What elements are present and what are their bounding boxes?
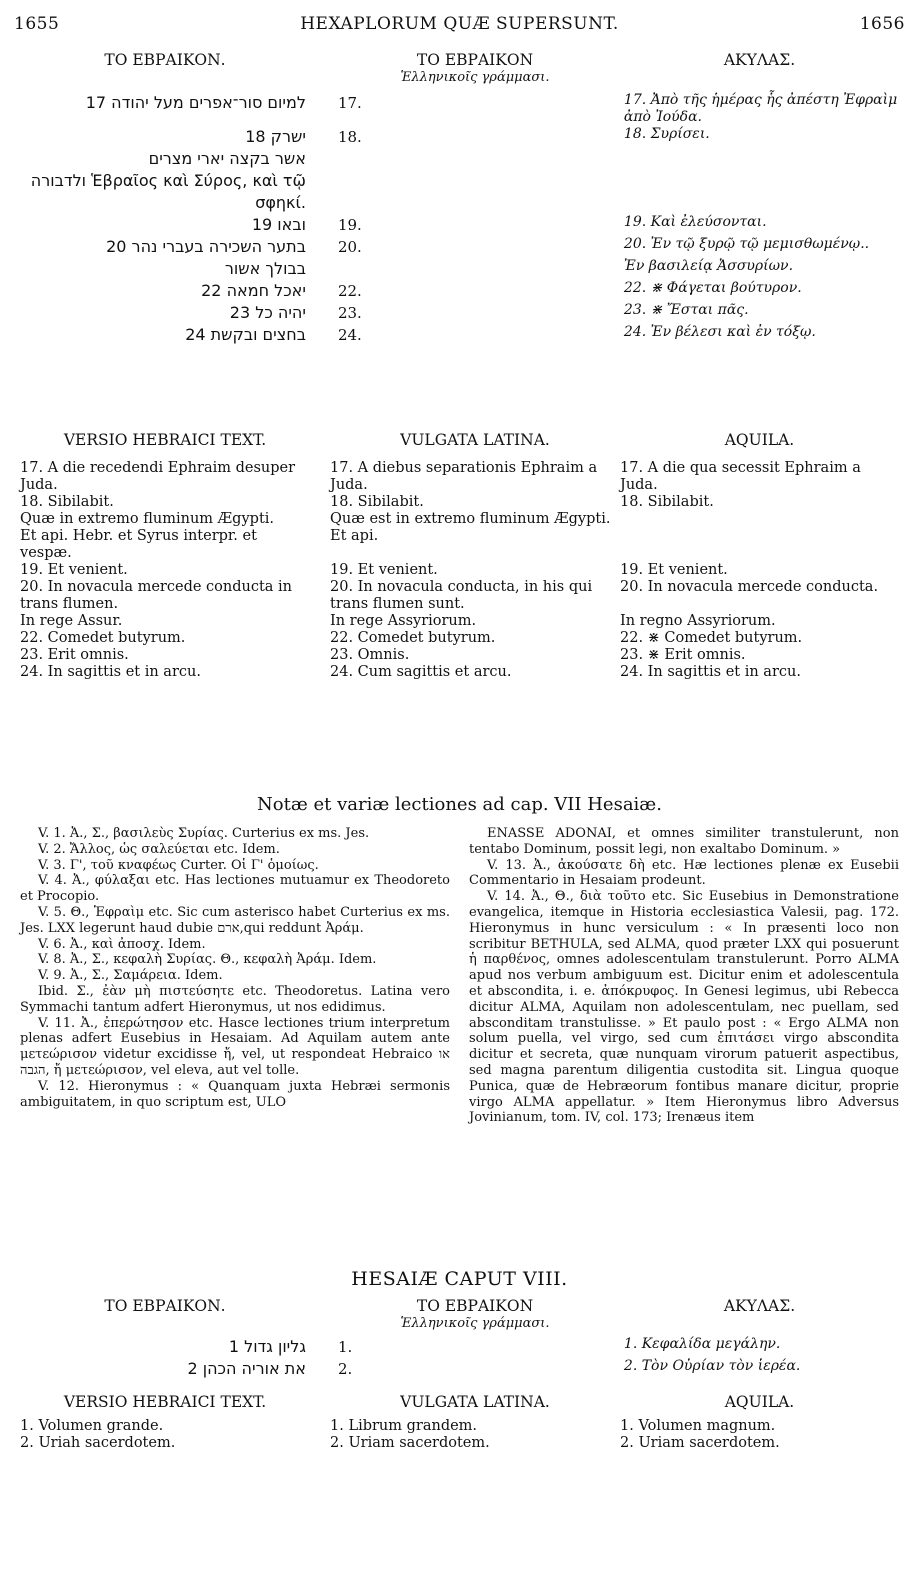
note-paragraph: V. 5. Θ., Ἐφραὶμ etc. Sic cum asterisco habet Curterius ex ms. Jes. LXX legerunt haud dubie ארם,qui reddunt Ἀράμ. [20, 904, 450, 936]
col-head-hebrew: ΤΟ ΕΒΡΑΙΚΟΝ. [104, 51, 226, 69]
cell-c3: Ἐν βασιλείᾳ Ἀσσυρίων. [623, 258, 794, 274]
cell-c3: In regno Assyriorum. [620, 613, 776, 629]
cell-c1: 18 ישרק [245, 127, 306, 146]
cell-c2: 17. [337, 94, 362, 112]
cell-c3 [620, 511, 899, 528]
cell-c1: 20 בתער השכירה בעברי נהר [106, 237, 306, 256]
verse-row [20, 460, 899, 494]
chapter-8-title: HESAIÆ CAPUT VIII. [351, 1268, 568, 1290]
verse-row [20, 1336, 899, 1358]
verse-row [20, 170, 899, 214]
cell-c3: 2. Τὸν Οὐρίαν τὸν ἱερέα. [623, 1358, 801, 1374]
verse-row [20, 1435, 899, 1452]
cell-c1: בבולך אשור [224, 259, 306, 278]
cell-c3: 24. In sagittis et in arcu. [620, 664, 801, 680]
note-paragraph: V. 13. Ἀ., ἀκούσατε δὴ etc. Hæ lectiones plenæ ex Eusebii Commentario in Hesaiam prodeunt. [469, 857, 899, 889]
cell-c2: 22. Comedet butyrum. [330, 630, 496, 646]
cell-c3 [624, 148, 899, 170]
cell-c1: 23. Erit omnis. [20, 647, 129, 663]
cell-c2: 2. [337, 1360, 353, 1378]
cell-c3: 1. Κεφαλίδα μεγάλην. [623, 1336, 781, 1352]
note-paragraph: V. 3. Γ', τοῦ κναφέως Curter. Οἱ Γ' ὁμοίως. [38, 857, 319, 873]
cell-c3: 19. Καὶ ἐλεύσονται. [623, 214, 767, 230]
col-head-vulgata: VULGATA LATINA. [400, 431, 550, 449]
verse-row [20, 528, 899, 562]
note-paragraph: V. 8. Ἀ., Σ., κεφαλὴ Συρίας. Θ., κεφαλὴ Ἀράμ. Idem. [38, 952, 377, 968]
cell-c3: 20. Ἐν τῷ ξυρῷ τῷ μεμισθωμένῳ.. [623, 236, 870, 252]
cell-c3 [620, 528, 899, 562]
cell-c3: 2. Uriam sacerdotem. [620, 1435, 780, 1451]
cell-c3: 23. ⋇ Ἔσται πᾶς. [623, 302, 749, 318]
column-heads-top [20, 50, 899, 85]
cell-c2: Quæ est in extremo fluminum Ægypti. [330, 511, 611, 527]
verse-row [20, 562, 899, 579]
cell-c2: 18. [337, 128, 362, 146]
note-paragraph: V. 6. Ἀ., καὶ ἀποσχ. Idem. [38, 936, 206, 952]
col-head-hebrew-greek-title: ΤΟ ΕΒΡΑΙΚΟΝ [416, 51, 534, 69]
rows-mid [20, 460, 899, 681]
cell-c2: 24. [337, 326, 362, 344]
col-head-aquila-latin: AQUILA. [724, 1393, 795, 1411]
note-paragraph: V. 1. Ἀ., Σ., βασιλεὺς Συρίας. Curterius ex ms. Jes. [38, 826, 370, 841]
cell-c2: 23. [337, 304, 362, 322]
verse-row [20, 324, 899, 346]
verse-row [20, 494, 899, 511]
cell-c3: 17. A die qua secessit Ephraim a Juda. [620, 460, 861, 493]
cell-c3: 20. In novacula mercede conducta. [620, 579, 879, 595]
cell-c1: 17 למיום סור־אפרים מעל יהודה [85, 93, 306, 112]
cell-c1: 17. A die recedendi Ephraim desuper Juda. [20, 460, 296, 493]
running-title: HEXAPLORUM QUÆ SUPERSUNT. [300, 14, 619, 34]
col-head-versio: VERSIO HEBRAICI TEXT. [63, 431, 267, 449]
col-head-hebrew-greek [330, 1296, 620, 1331]
note-paragraph: V. 2. Ἄλλος, ὡς σαλεύεται etc. Idem. [38, 841, 280, 857]
running-header [0, 14, 919, 42]
cell-c1: 19 ובאו [251, 215, 306, 234]
verse-row [20, 1358, 899, 1380]
cell-c2: 20. [337, 238, 362, 256]
cell-c3 [624, 170, 899, 214]
cell-c1: ולדבורה Ἑβραῖος καὶ Σύρος, καὶ τῷ σφηκί. [30, 171, 306, 212]
verse-row [20, 126, 899, 148]
col-head-aquila-latin: AQUILA. [724, 431, 795, 449]
cell-c2: 18. Sibilabit. [330, 494, 424, 510]
cell-c2: 2. Uriam sacerdotem. [330, 1435, 490, 1451]
cell-c3: 1. Volumen magnum. [620, 1418, 776, 1434]
cell-c2: 24. Cum sagittis et arcu. [330, 664, 512, 680]
note-paragraph: ENASSE ADONAI, et omnes similiter transtulerunt, non tentabo Dominum, possit legi, non exaltabo Dominum. » [469, 826, 899, 857]
cell-c1: 18. Sibilabit. [20, 494, 114, 510]
cell-c1: 1 גליון גדול [228, 1337, 306, 1356]
cell-c2: 17. A diebus separationis Ephraim a Juda. [330, 460, 598, 493]
verse-row [20, 647, 899, 664]
notes-right-column [469, 826, 899, 1126]
col-head-aquila: ΑΚΥΛΑΣ. [723, 1297, 796, 1315]
col-head-hebrew-greek-sub: Ἑλληνικοῖς γράμμασι. [400, 1316, 550, 1331]
cell-c1: 1. Volumen grande. [20, 1418, 164, 1434]
verse-row [20, 280, 899, 302]
rows-8b [20, 1418, 899, 1452]
cell-c3: 18. Sibilabit. [620, 494, 714, 510]
column-heads-mid [20, 430, 899, 450]
cell-c1: 23 יהיה כל [229, 303, 306, 322]
cell-c1: Quæ in extremo fluminum Ægypti. [20, 511, 275, 527]
cell-c3: 17. Ἀπὸ τῆς ἡμέρας ἧς ἀπέστη Ἐφραὶμ ἀπὸ Ἰούδα. [623, 92, 898, 125]
verse-row [20, 664, 899, 681]
verse-row [20, 302, 899, 324]
verse-row [20, 214, 899, 236]
cell-c2 [326, 170, 624, 214]
note-paragraph: Ibid. Σ., ἐὰν μὴ πιστεύσητε etc. Theodoretus. Latina vero Symmachi tantum adfert Hieronymus, ut nos edidimus. [20, 983, 450, 1015]
col-head-vulgata: VULGATA LATINA. [400, 1393, 550, 1411]
verse-row [20, 236, 899, 258]
verse-row [20, 92, 899, 126]
cell-c2: 1. Librum grandem. [330, 1418, 478, 1434]
cell-c1: אשר בקצה יארי מצרים [148, 149, 306, 168]
notes-left-column [20, 826, 450, 1126]
col-head-versio: VERSIO HEBRAICI TEXT. [63, 1393, 267, 1411]
cell-c3: 19. Et venient. [620, 562, 728, 578]
cell-c3: 22. ⋇ Φάγεται βούτυρον. [623, 280, 802, 296]
notes-title: Notæ et variæ lectiones ad cap. VII Hesaiæ. [257, 794, 662, 815]
cell-c1: 24 בחצים ובקשת [185, 325, 306, 344]
cell-c2: 20. In novacula conducta, in his qui trans flumen sunt. [330, 579, 593, 612]
verse-row [20, 511, 899, 528]
col-head-aquila: ΑΚΥΛΑΣ. [723, 51, 796, 69]
cell-c1: 2. Uriah sacerdotem. [20, 1435, 176, 1451]
cell-c2: In rege Assyriorum. [330, 613, 477, 629]
cell-c3: 23. ⋇ Erit omnis. [620, 647, 746, 663]
cell-c2: Et api. [330, 528, 379, 544]
cell-c1: 19. Et venient. [20, 562, 128, 578]
cell-c2 [326, 258, 624, 280]
verse-row [20, 258, 899, 280]
verse-row [20, 613, 899, 630]
verse-row [20, 630, 899, 647]
verse-row [20, 579, 899, 613]
col-head-hebrew: ΤΟ ΕΒΡΑΙΚΟΝ. [104, 1297, 226, 1315]
cell-c3: 22. ⋇ Comedet butyrum. [620, 630, 803, 646]
note-paragraph: V. 12. Hieronymus : « Quanquam juxta Hebræi sermonis ambiguitatem, in quo scriptum est, ULO [20, 1078, 450, 1110]
page-number-left: 1655 [14, 14, 60, 34]
cell-c1: 2 את אוריה הכהן [187, 1359, 306, 1378]
note-paragraph: V. 9. Ἀ., Σ., Σαμάρεια. Idem. [38, 968, 223, 984]
cell-c1: 24. In sagittis et in arcu. [20, 664, 201, 680]
column-heads-8b [20, 1392, 899, 1412]
column-heads-8a [20, 1296, 899, 1331]
rows-8a [20, 1336, 899, 1380]
col-head-hebrew-greek-sub: Ἑλληνικοῖς γράμμασι. [400, 70, 550, 85]
cell-c3: 18. Συρίσει. [623, 126, 710, 142]
verse-row [20, 1418, 899, 1435]
cell-c2 [326, 148, 624, 170]
notes [20, 826, 899, 1126]
cell-c2: 19. [337, 216, 362, 234]
page-number-right: 1656 [859, 14, 905, 34]
note-paragraph: V. 14. Ἀ., Θ., διὰ τοῦτο etc. Sic Eusebius in Demonstratione evangelica, itemque in Historia ecclesiastica Valesii, pag. 172. Hieronymus in hunc versiculum : « In præsenti loco non scribitur BETHULA, sed ALMA, quod præter LXX qui posuerunt ἡ παρθένος, omnes adolescentulam transtulerunt. Porro ALMA apud nos verbum ambiguum est. Dicitur enim et adolescentula et abscondita, i. e. ἀπόκρυφος. In Genesi legimus, ubi Rebecca dicitur ALMA, Aquilam non adolescentulam, nec puellam, sed absconditam transtulisse. » Et paulo post : « Ergo ALMA non solum puella, vel virgo, sed cum ἐπιτάσει virgo abscondita dicitur et secreta, quæ nunquam virorum patuerit aspectibus, sed magna parentum diligentia custodita sit. Lingua quoque Punica, quæ de Hebræorum fontibus manare dicitur, proprie virgo ALMA appellatur. » Item Hieronymus libro Adversus Jovinianum, tom. IV, col. 173; Irenæus item [469, 889, 899, 1126]
rows-top [20, 92, 899, 346]
cell-c3: 24. Ἐν βέλεσι καὶ ἐν τόξῳ. [623, 324, 816, 340]
cell-c2: 23. Omnis. [330, 647, 410, 663]
note-paragraph: V. 11. Ἀ., ἐπερώτησον etc. Hasce lectiones trium interpretum plenas adfert Eusebius in Hesaiam. Ad Aquilam autem ante μετεώρισον videtur excidisse ἤ, vel, ut respondeat Hebraico או הגבה, ἤ μετεώρισον, vel eleva, aut vel tolle. [20, 1015, 450, 1078]
cell-c2: 22. [337, 282, 362, 300]
cell-c1: 22. Comedet butyrum. [20, 630, 186, 646]
cell-c2: 19. Et venient. [330, 562, 438, 578]
col-head-hebrew-greek [330, 50, 620, 85]
cell-c1: In rege Assur. [20, 613, 123, 629]
verse-row [20, 148, 899, 170]
cell-c1: 22 יאכל חמאה [201, 281, 306, 300]
cell-c1: Et api. Hebr. et Syrus interpr. et vespæ. [20, 528, 257, 561]
note-paragraph: V. 4. Ἀ., φύλαξαι etc. Has lectiones mutuamur ex Theodoreto et Procopio. [20, 873, 450, 905]
cell-c2: 1. [337, 1338, 353, 1356]
col-head-hebrew-greek-title: ΤΟ ΕΒΡΑΙΚΟΝ [416, 1297, 534, 1315]
cell-c1: 20. In novacula mercede conducta in trans flumen. [20, 579, 293, 612]
